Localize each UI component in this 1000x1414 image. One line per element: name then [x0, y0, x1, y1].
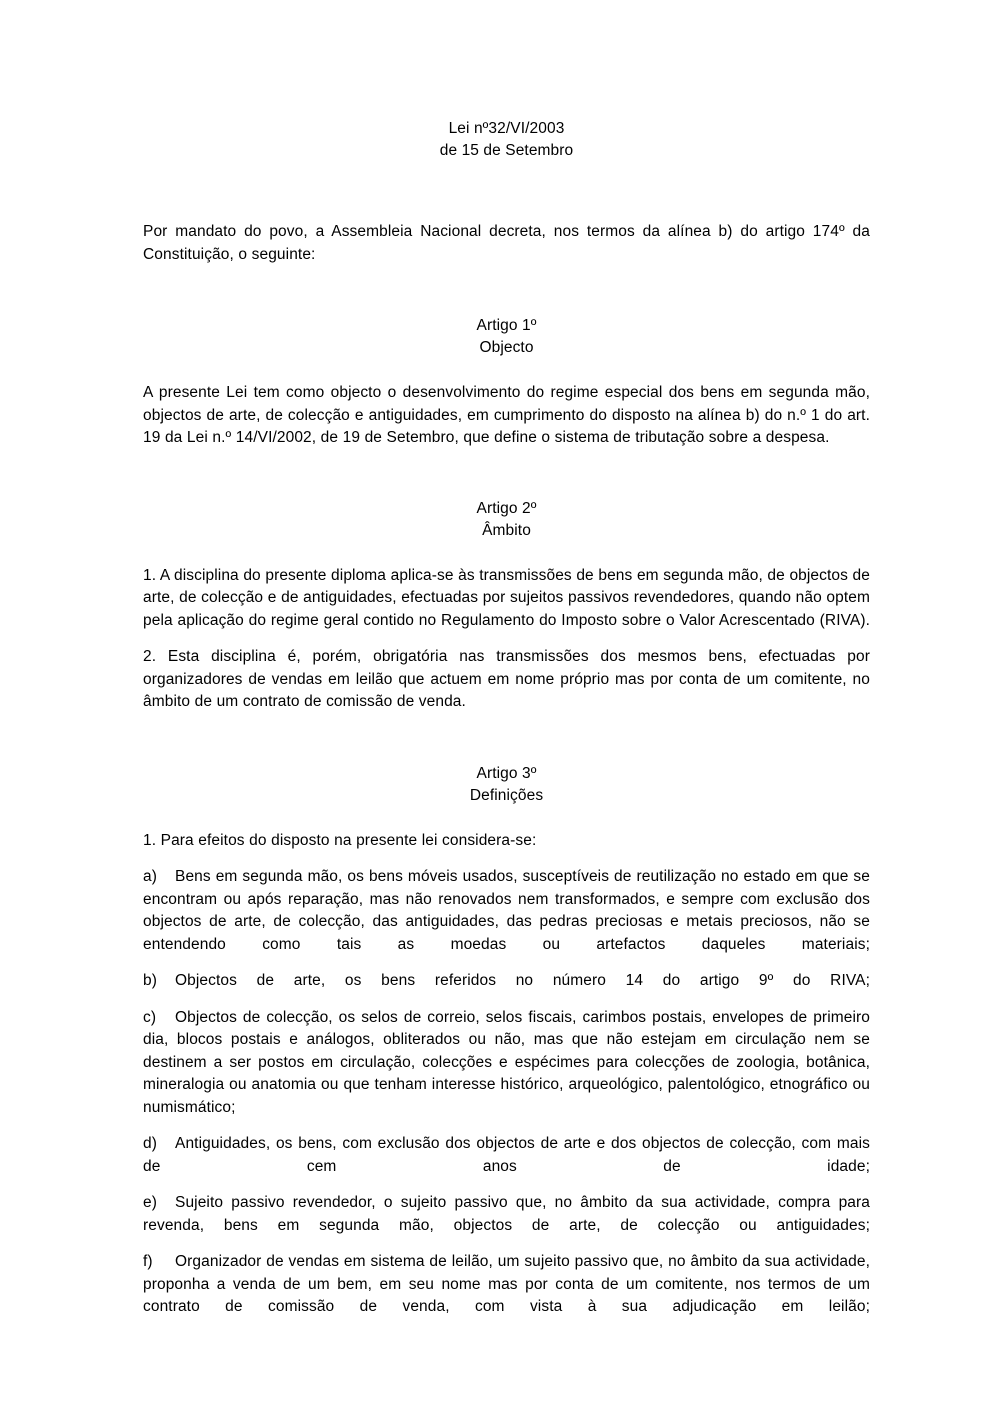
item-text-d: Antiguidades, os bens, com exclusão dos objectos de arte e dos objectos de colecção, com mais de cem anos de idade;	[143, 1135, 870, 1175]
article-3-item-a	[143, 866, 870, 956]
item-marker-e: e)	[143, 1194, 157, 1211]
article-1-title: Objecto	[479, 339, 534, 356]
item-marker-b: b)	[143, 972, 157, 989]
item-marker-a: a)	[143, 868, 157, 885]
article-2-heading	[143, 498, 870, 542]
article-2-paragraph-1: 1. A disciplina do presente diploma aplica-se às transmissões de bens em segunda mão, de objectos de arte, de colecção e de antiguidades, efectuadas por sujeitos passivos revendedores, quando não optem pela aplicação do regime geral contido no Regulamento do Imposto sobre o Valor Acrescentado (RIVA).	[143, 566, 870, 629]
spacer	[143, 632, 870, 646]
law-number: Lei nº32/VI/2003	[448, 120, 565, 137]
article-2-title: Âmbito	[482, 521, 531, 539]
article-1-number: Artigo 1º	[476, 317, 537, 334]
spacer	[143, 1237, 870, 1251]
item-text-a: Bens em segunda mão, os bens móveis usados, susceptíveis de reutilização no estado em que se encontram ou após reparação, mas não renovados nem transformados, e sempre com exclusão dos objectos de arte, de colecção, das antiguidades, das pedras preciosas e metais preciosos, não se entendendo como tais as moedas ou artefactos daqueles materiais;	[143, 868, 870, 953]
spacer	[143, 542, 870, 565]
spacer	[143, 956, 870, 970]
spacer	[143, 807, 870, 830]
article-3-number: Artigo 3º	[476, 764, 537, 782]
item-marker-c: c)	[143, 1008, 157, 1026]
spacer	[143, 1119, 870, 1133]
item-text-b: Objectos de arte, os bens referidos no número 14 do artigo 9º do RIVA;	[175, 972, 870, 989]
spacer	[143, 450, 870, 498]
law-date: de 15 de Setembro	[439, 142, 574, 159]
spacer	[143, 1178, 870, 1192]
article-3-heading	[143, 763, 870, 807]
spacer	[143, 266, 870, 315]
spacer	[143, 852, 870, 866]
item-text-f: Organizador de vendas em sistema de leilão, um sujeito passivo que, no âmbito da sua actividade, proponha a venda de um bem, em seu nome mas por conta de um comitente, nos termos de um contrato de comissão de venda, com vista à sua adjudicação em leilão;	[143, 1253, 870, 1315]
article-2-number: Artigo 2º	[476, 499, 537, 517]
item-text-c: Objectos de colecção, os selos de correio, selos fiscais, carimbos postais, envelopes de primeiro dia, blocos postais e análogos, obliterados ou não, mas que não estejam em circulação nem se destinem a ser postos em circulação, colecções e espécimes para colecções de zoologia, botânica, mineralogia ou anatomia ou que tenham interesse histórico, arqueológico, palentológico, etnográfico ou numismático;	[143, 1008, 870, 1116]
article-1-paragraph-1: A presente Lei tem como objecto o desenvolvimento do regime especial dos bens em segunda mão, objectos de arte, de colecção e antiguidades, em cumprimento do disposto na alínea b) do n.º 1 do art. 19 da Lei n.º 14/VI/2002, de 19 de Setembro, que define o sistema de tributação sobre a despesa.	[143, 384, 870, 446]
item-marker-d: d)	[143, 1135, 157, 1152]
spacer	[143, 162, 870, 221]
article-3-item-b	[143, 970, 870, 993]
preamble-paragraph: Por mandato do povo, a Assembleia Nacional decreta, nos termos da alínea b) do artigo 174º da Constituição, o seguinte:	[143, 223, 870, 263]
spacer	[143, 993, 870, 1007]
document-title-block	[143, 0, 870, 162]
article-2-paragraph-2: 2. Esta disciplina é, porém, obrigatória nas transmissões dos mesmos bens, efectuadas por organizadores de vendas em leilão que actuem em nome próprio mas por conta de um comitente, no âmbito de um contrato de comissão de venda.	[143, 648, 870, 710]
article-3-item-e	[143, 1192, 870, 1237]
item-text-e: Sujeito passivo revendedor, o sujeito passivo que, no âmbito da sua actividade, compra para revenda, bens em segunda mão, objectos de arte, de colecção ou antiguidades;	[143, 1194, 870, 1234]
item-marker-f: f)	[143, 1253, 153, 1270]
spacer	[143, 359, 870, 382]
article-3-title: Definições	[469, 786, 544, 804]
article-3-item-f	[143, 1251, 870, 1319]
document-body	[143, 0, 870, 1319]
article-3-item-c	[143, 1007, 870, 1120]
article-3-intro: 1. Para efeitos do disposto na presente lei considera-se:	[143, 831, 537, 849]
article-1-heading	[143, 315, 870, 359]
spacer	[143, 714, 870, 763]
article-3-item-d	[143, 1133, 870, 1178]
